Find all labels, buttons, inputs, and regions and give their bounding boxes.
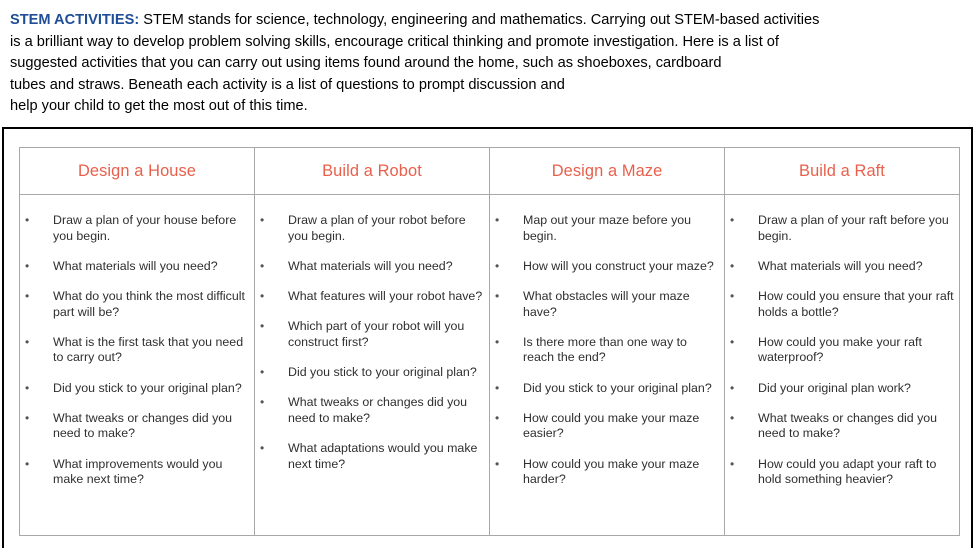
question-item	[490, 457, 720, 488]
bullet-icon: •	[25, 288, 30, 303]
bullet-icon: •	[495, 456, 500, 471]
question-text: Draw a plan of your raft before you begin.	[758, 213, 949, 243]
intro-line: help your child to get the most out of this time.	[10, 98, 308, 115]
question-item	[20, 335, 250, 366]
bullet-icon: •	[730, 410, 735, 425]
bullet-icon: •	[25, 258, 30, 273]
bullet-icon: •	[25, 213, 30, 227]
question-item	[255, 319, 485, 350]
question-text: Draw a plan of your house before you begin.	[53, 213, 237, 243]
activities-questions-row	[20, 195, 960, 536]
question-item	[20, 457, 250, 488]
question-text: Is there more than one way to reach the end?	[523, 334, 687, 365]
question-item	[725, 411, 955, 442]
question-text: Which part of your robot will you construct first?	[288, 319, 465, 349]
question-text: What tweaks or changes did you need to make?	[758, 410, 938, 441]
bullet-icon: •	[495, 410, 500, 425]
bullet-icon: •	[260, 364, 265, 379]
bullet-icon: •	[495, 258, 500, 273]
question-item	[255, 259, 485, 275]
question-item	[255, 213, 485, 244]
question-text: Did you stick to your original plan?	[53, 380, 242, 395]
intro-line: suggested activities that you can carry out using items found around the home, such as shoeboxes, cardboard	[10, 55, 722, 72]
bullet-icon: •	[730, 258, 735, 273]
bullet-icon: •	[260, 319, 265, 334]
question-text: What adaptations would you make next time?	[288, 440, 478, 471]
question-item	[20, 381, 250, 397]
bullet-icon: •	[260, 395, 265, 410]
question-item	[725, 381, 955, 397]
question-text: What do you think the most difficult part will be?	[53, 288, 245, 319]
question-item	[490, 289, 720, 320]
question-text: What is the first task that you need to carry out?	[53, 334, 244, 365]
question-text: Draw a plan of your robot before you begin.	[288, 213, 466, 243]
question-text: Did your original plan work?	[758, 380, 911, 395]
question-item	[725, 457, 955, 488]
bullet-icon: •	[25, 410, 30, 425]
question-item	[20, 289, 250, 320]
raft-question-list	[725, 213, 955, 488]
question-item	[255, 289, 485, 305]
question-item	[725, 259, 955, 275]
bullet-icon: •	[260, 440, 265, 455]
question-item	[490, 259, 720, 275]
question-text: What improvements would you make next time?	[53, 456, 223, 487]
question-item	[255, 441, 485, 472]
bullet-icon: •	[730, 380, 735, 395]
question-text: What materials will you need?	[758, 258, 923, 273]
bullet-icon: •	[730, 213, 735, 227]
activity-title-raft: Build a Raft	[725, 148, 960, 195]
question-text: How could you make your raft waterproof?	[758, 334, 922, 365]
question-item	[490, 335, 720, 366]
question-item	[490, 381, 720, 397]
bullet-icon: •	[495, 288, 500, 303]
question-text: How will you construct your maze?	[523, 258, 714, 273]
question-text: What materials will you need?	[288, 258, 453, 273]
intro-line	[10, 10, 950, 32]
bullet-icon: •	[260, 288, 265, 303]
question-text: What tweaks or changes did you need to make?	[288, 395, 468, 425]
bullet-icon: •	[730, 334, 735, 349]
activity-title-house: Design a House	[20, 148, 255, 195]
maze-question-list	[490, 213, 720, 488]
intro-line: is a brilliant way to develop problem solving skills, encourage critical thinking and promote investigation. Here is a list of	[10, 33, 779, 50]
robot-question-list	[255, 213, 485, 472]
bullet-icon: •	[260, 213, 265, 227]
question-text: Did you stick to your original plan?	[523, 380, 712, 395]
question-item	[255, 365, 485, 381]
activity-title-robot: Build a Robot	[255, 148, 490, 195]
bullet-icon: •	[495, 213, 500, 227]
question-text: How could you make your maze easier?	[523, 410, 700, 441]
question-text: Did you stick to your original plan?	[288, 364, 477, 379]
maze-questions-cell	[490, 195, 725, 536]
question-item	[20, 411, 250, 442]
bullet-icon: •	[25, 380, 30, 395]
question-item	[725, 289, 955, 320]
bullet-icon: •	[495, 334, 500, 349]
bullet-icon: •	[25, 334, 30, 349]
activities-table	[19, 147, 960, 536]
activity-title-maze: Design a Maze	[490, 148, 725, 195]
question-text: How could you ensure that your raft holds a bottle?	[758, 288, 954, 319]
question-text: What features will your robot have?	[288, 288, 483, 303]
activities-header-row	[20, 148, 960, 195]
robot-questions-cell	[255, 195, 490, 536]
intro-paragraph	[10, 10, 950, 118]
raft-questions-cell	[725, 195, 960, 536]
question-item	[20, 259, 250, 275]
intro-line: tubes and straws. Beneath each activity is a list of questions to prompt discussion and	[10, 76, 565, 93]
bullet-icon: •	[25, 456, 30, 471]
question-text: Map out your maze before you begin.	[523, 213, 692, 243]
house-questions-cell	[20, 195, 255, 536]
question-item	[490, 213, 720, 244]
question-text: How could you make your maze harder?	[523, 456, 700, 487]
house-question-list	[20, 213, 250, 488]
question-text: What obstacles will your maze have?	[523, 288, 690, 319]
intro-line-text: STEM stands for science, technology, engineering and mathematics. Carrying out STEM-based activities	[139, 12, 820, 28]
question-text: How could you adapt your raft to hold something heavier?	[758, 456, 937, 487]
question-item	[20, 213, 250, 244]
bullet-icon: •	[730, 456, 735, 471]
question-item	[725, 335, 955, 366]
bullet-icon: •	[495, 380, 500, 395]
bullet-icon: •	[730, 288, 735, 303]
question-item	[255, 395, 485, 426]
question-item	[490, 411, 720, 442]
question-item	[725, 213, 955, 244]
question-text: What tweaks or changes did you need to make?	[53, 410, 233, 441]
question-text: What materials will you need?	[53, 258, 218, 273]
bullet-icon: •	[260, 258, 265, 273]
intro-heading: STEM ACTIVITIES:	[10, 12, 140, 28]
